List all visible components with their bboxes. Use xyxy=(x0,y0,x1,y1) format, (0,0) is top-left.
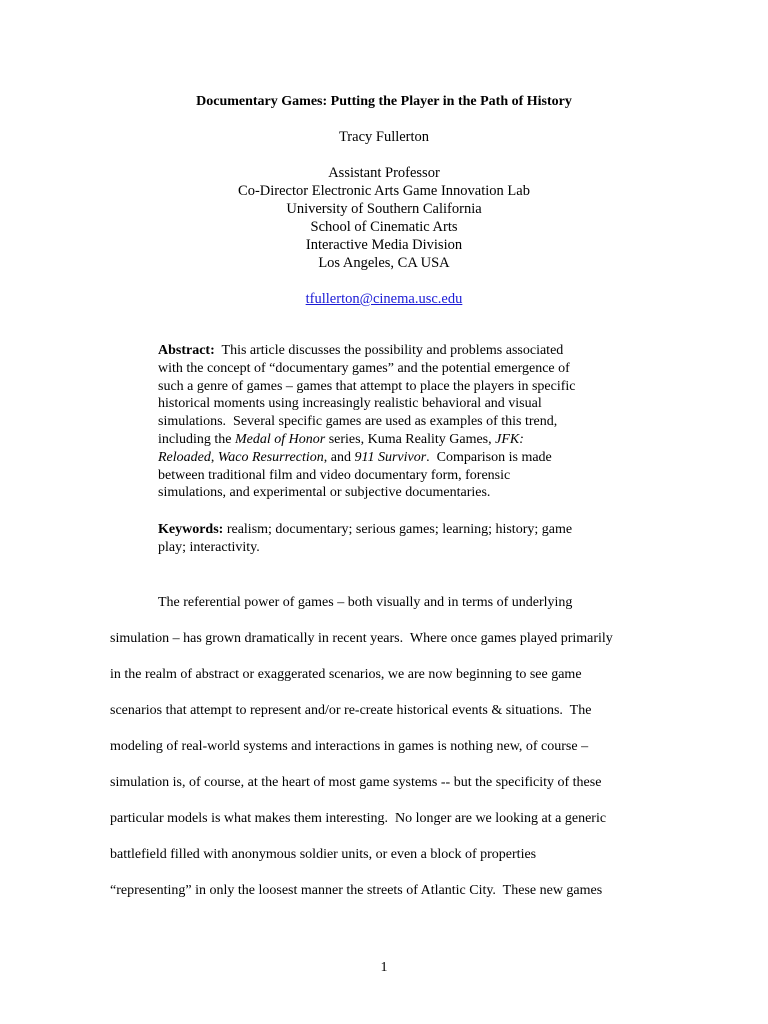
keywords-text: play; interactivity. xyxy=(158,539,260,555)
body-line: simulation – has grown dramatically in recent years. Where once games played primarily xyxy=(110,631,613,646)
abstract-text: between traditional film and video documentary form, forensic xyxy=(158,467,511,483)
body-line: simulation is, of course, at the heart of most game systems -- but the specificity of these xyxy=(110,775,602,790)
affiliation-line: Interactive Media Division xyxy=(305,237,463,253)
abstract-text: This article discusses the possibility and problems associated xyxy=(214,343,564,358)
abstract-text: including the xyxy=(158,431,235,447)
abstract-title-ref: Reloaded xyxy=(158,449,211,465)
author-block xyxy=(0,128,768,308)
abstract-text: simulations, and experimental or subjective documentaries. xyxy=(158,485,491,501)
abstract-label: Abstract: xyxy=(158,343,215,358)
abstract-text: series, Kuma Reality Games, xyxy=(325,431,496,447)
abstract-title-ref: Medal of Honor xyxy=(235,431,326,447)
author-name: Tracy Fullerton xyxy=(338,129,430,145)
abstract-title-ref: JFK: xyxy=(495,431,524,447)
affiliation-line: Co-Director Electronic Arts Game Innovation Lab xyxy=(238,183,530,199)
abstract-text: , xyxy=(210,449,218,465)
affiliation-line: Los Angeles, CA USA xyxy=(318,255,450,271)
keywords-label: Keywords: xyxy=(158,522,224,537)
body-line: in the realm of abstract or exaggerated scenarios, we are now beginning to see game xyxy=(110,667,582,682)
body-line: “representing” in only the loosest manner the streets of Atlantic City. These new games xyxy=(110,883,603,898)
keywords-text: realism; documentary; serious games; learning; history; game xyxy=(223,522,573,537)
body-line: The referential power of games – both visually and in terms of underlying xyxy=(158,595,573,610)
abstract-title-ref: 911 Survivor xyxy=(354,449,427,465)
page-number: 1 xyxy=(380,960,388,975)
body-line: scenarios that attempt to represent and/or re-create historical events & situations. The xyxy=(110,703,592,718)
affiliation-line: Assistant Professor xyxy=(328,165,440,181)
abstract-title-ref: Waco Resurrection xyxy=(217,449,324,465)
body-paragraph xyxy=(110,593,670,917)
abstract-text: simulations. Several specific games are used as examples of this trend, xyxy=(158,414,558,430)
abstract-text: such a genre of games – games that attempt to place the players in specific xyxy=(158,378,576,394)
abstract-text: historical moments using increasingly realistic behavioral and visual xyxy=(158,396,542,412)
body-line: battlefield filled with anonymous soldier units, or even a block of properties xyxy=(110,847,537,862)
abstract-text: . Comparison is made xyxy=(426,449,552,465)
affiliation-line: University of Southern California xyxy=(286,201,482,217)
body-line: modeling of real-world systems and interactions in games is nothing new, of course – xyxy=(110,739,589,754)
affiliation-line: School of Cinematic Arts xyxy=(310,219,458,235)
body-line: particular models is what makes them interesting. No longer are we looking at a generic xyxy=(110,811,607,826)
abstract-text: , and xyxy=(323,449,355,465)
paper-title: Documentary Games: Putting the Player in the Path of History xyxy=(196,94,572,109)
abstract xyxy=(158,342,618,502)
abstract-text: with the concept of “documentary games” and the potential emergence of xyxy=(158,360,570,376)
author-email-link[interactable]: tfullerton@cinema.usc.edu xyxy=(305,291,463,307)
keywords xyxy=(158,521,618,557)
